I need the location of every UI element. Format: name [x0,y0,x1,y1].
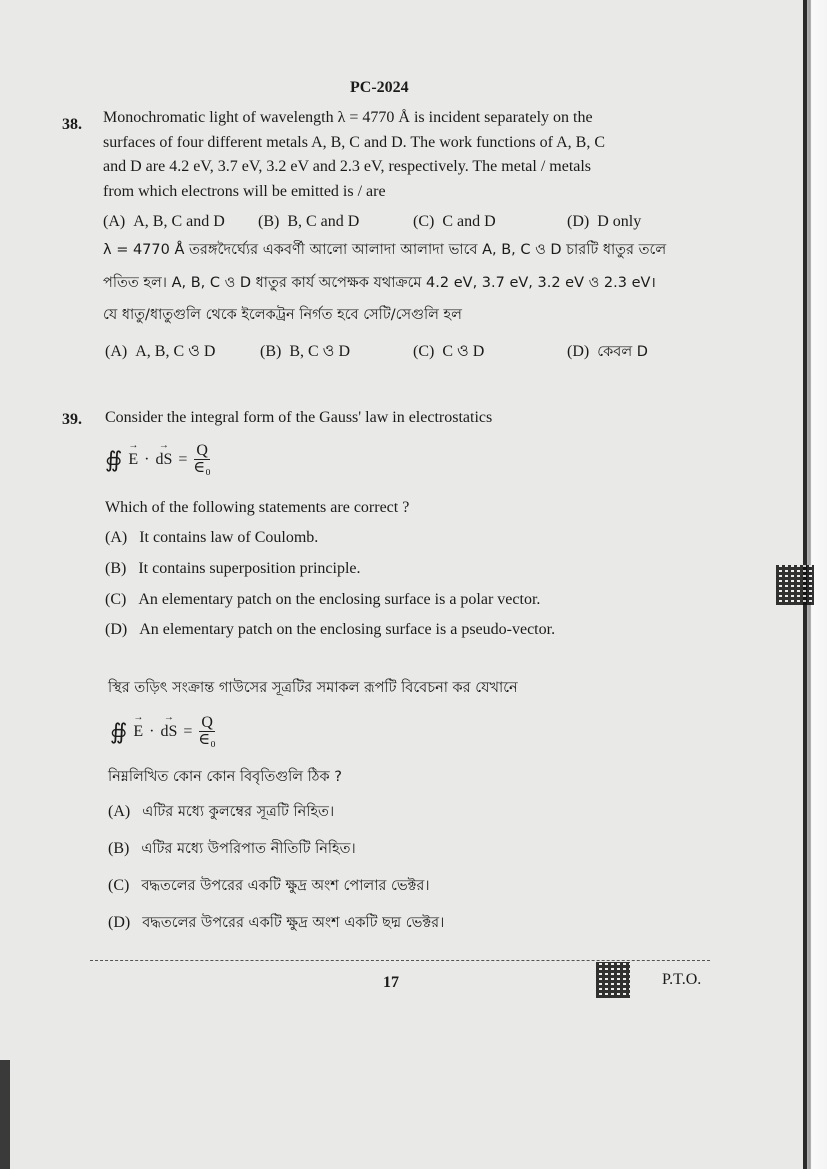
option-c-bengali: (C) বদ্ধতলের উপরের একটি ক্ষুদ্র অংশ পোলার ভেক্টর। [108,877,430,894]
question-number: 39. [62,411,82,428]
qr-code [596,962,630,998]
page-number: 17 [383,974,399,991]
question-text-bengali: যে ধাতু/ধাতুগুলি থেকে ইলেকট্রন নির্গত হবে সেটি/সেগুলি হল [103,307,462,323]
question-text-bengali: পতিত হল। A, B, C ও D ধাতুর কার্য অপেক্ষক যথাক্রমে 4.2 eV, 3.7 eV, 3.2 eV ও 2.3 eV। [103,275,656,291]
gauss-law-formula: ∯ → E · → dS = $\frac{Q}{\text{∈₀}}$ [105,443,211,476]
question-text: from which electrons will be emitted is / are [103,183,386,200]
option-a-bengali: (A) A, B, C ও D [105,343,216,360]
question-prompt-bengali: নিম্নলিখিত কোন কোন বিবৃতিগুলি ঠিক ? [108,769,343,785]
option-c: (C) C and D [413,213,496,230]
option-d-bengali: (D) বদ্ধতলের উপরের একটি ক্ষুদ্র অংশ একটি ছদ্ম ভেক্টর। [108,914,445,931]
footer-divider [90,960,710,961]
question-text: and D are 4.2 eV, 3.7 eV, 3.2 eV and 2.3 eV, respectively. The metal / metals [103,158,592,175]
option-a: (A) It contains law of Coulomb. [105,529,319,546]
scan-edge [0,1060,10,1169]
gauss-law-formula-bengali: ∯ → E · → dS = $\frac{Q}{\text{∈₀}}$ [110,715,216,748]
option-a: (A) A, B, C and D [103,213,225,230]
option-b: (B) B, C and D [258,213,360,230]
option-c: (C) An elementary patch on the enclosing surface is a polar vector. [105,591,541,608]
qr-code [776,565,814,605]
option-d-bengali: (D) কেবল D [567,343,648,360]
pto-label: P.T.O. [662,971,702,988]
question-text-bengali: λ = 4770 Å তরঙ্গদৈর্ঘ্যের একবর্ণী আলো আলাদা আলাদা ভাবে A, B, C ও D চারটি ধাতুর তলে [103,242,667,258]
option-d: (D) An elementary patch on the enclosing surface is a pseudo-vector. [105,621,556,638]
question-text: Consider the integral form of the Gauss' law in electrostatics [105,409,493,426]
option-b-bengali: (B) এটির মধ্যে উপরিপাত নীতিটি নিহিত। [108,840,356,857]
question-prompt: Which of the following statements are correct ? [105,499,410,516]
option-a-bengali: (A) এটির মধ্যে কুলম্বের সূত্রটি নিহিত। [108,803,335,820]
option-b-bengali: (B) B, C ও D [260,343,351,360]
question-text: Monochromatic light of wavelength λ = 4770 Å is incident separately on the [103,109,593,126]
paper-code: PC-2024 [350,79,409,96]
option-c-bengali: (C) C ও D [413,343,485,360]
question-number: 38. [62,116,82,133]
option-b: (B) It contains superposition principle. [105,560,361,577]
option-d: (D) D only [567,213,642,230]
question-text-bengali: স্থির তড়িৎ সংক্রান্ত গাউসের সূত্রটির সমাকল রূপটি বিবেচনা কর যেখানে [108,680,518,696]
question-text: surfaces of four different metals A, B, C and D. The work functions of A, B, C [103,134,605,151]
